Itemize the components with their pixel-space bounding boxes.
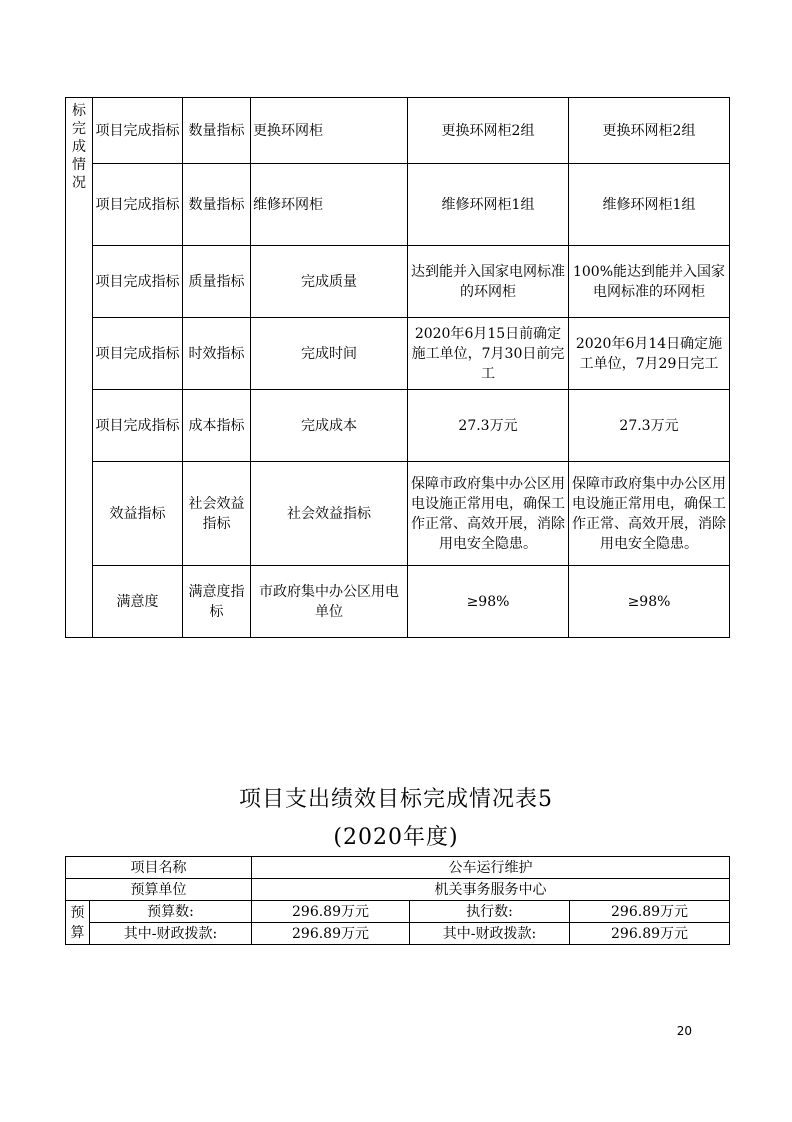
level1-indicator: 效益指标 [93, 462, 183, 566]
table-row [66, 879, 730, 901]
budget-label: 预算数: [90, 901, 252, 923]
level1-indicator: 项目完成指标 [93, 390, 183, 462]
level1-indicator: 项目完成指标 [93, 318, 183, 390]
level3-indicator: 维修环网柜 [251, 164, 408, 246]
level1-indicator: 项目完成指标 [93, 164, 183, 246]
actual-value: 更换环网柜2组 [569, 98, 730, 164]
target-value: 2020年6月15日前确定施工单位，7月30日前完工 [408, 318, 569, 390]
target-value: 保障市政府集中办公区用电设施正常用电，确保工作正常、高效开展，消除用电安全隐患。 [408, 462, 569, 566]
side-label: 标 完 成 情 况 [66, 98, 93, 638]
level3-indicator: 更换环网柜 [251, 98, 408, 164]
table-title: 项目支出绩效目标完成情况表5 [239, 787, 553, 812]
table-row [66, 246, 730, 318]
table-row [66, 318, 730, 390]
indicator-table [65, 97, 730, 638]
level3-indicator: 完成质量 [251, 246, 408, 318]
level3-indicator: 完成时间 [251, 318, 408, 390]
table-subtitle: (2020年度) [333, 825, 459, 850]
target-value: 更换环网柜2组 [408, 98, 569, 164]
table-row [66, 98, 730, 164]
actual-value: 保障市政府集中办公区用电设施正常用电，确保工作正常、高效开展，消除用电安全隐患。 [569, 462, 730, 566]
level1-indicator: 满意度 [93, 566, 183, 638]
target-value: 维修环网柜1组 [408, 164, 569, 246]
actual-value: 维修环网柜1组 [569, 164, 730, 246]
level2-indicator: 数量指标 [183, 98, 251, 164]
actual-value: 100%能达到能并入国家电网标准的环网柜 [569, 246, 730, 318]
exec-value: 296.89万元 [570, 901, 730, 923]
table-row [66, 390, 730, 462]
target-value: 27.3万元 [408, 390, 569, 462]
level2-indicator: 质量指标 [183, 246, 251, 318]
exec-label: 执行数: [410, 901, 570, 923]
budget-unit: 机关事务服务中心 [252, 879, 730, 901]
table-row [66, 462, 730, 566]
level2-indicator: 社会效益指标 [183, 462, 251, 566]
fiscal-value: 296.89万元 [252, 923, 410, 945]
actual-value: ≥98% [569, 566, 730, 638]
level3-indicator: 社会效益指标 [251, 462, 408, 566]
level1-indicator: 项目完成指标 [93, 246, 183, 318]
project-name-label: 项目名称 [66, 857, 252, 879]
budget-unit-label: 预算单位 [66, 879, 252, 901]
budget-value: 296.89万元 [252, 901, 410, 923]
table-row [66, 923, 730, 945]
target-value: ≥98% [408, 566, 569, 638]
fiscal-label: 其中-财政拨款: [90, 923, 252, 945]
budget-side-label: 预 算 [66, 901, 90, 945]
table-row [66, 164, 730, 246]
target-value: 达到能并入国家电网标准的环网柜 [408, 246, 569, 318]
level2-indicator: 成本指标 [183, 390, 251, 462]
table-row [66, 857, 730, 879]
table-row [66, 901, 730, 923]
fiscal-value: 296.89万元 [570, 923, 730, 945]
actual-value: 2020年6月14日确定施工单位，7月29日完工 [569, 318, 730, 390]
actual-value: 27.3万元 [569, 390, 730, 462]
level1-indicator: 项目完成指标 [93, 98, 183, 164]
table-row [66, 566, 730, 638]
project-info-table [65, 856, 730, 945]
level3-indicator: 完成成本 [251, 390, 408, 462]
project-name: 公车运行维护 [252, 857, 730, 879]
page-number: 20 [676, 1024, 692, 1038]
fiscal-label: 其中-财政拨款: [410, 923, 570, 945]
level2-indicator: 数量指标 [183, 164, 251, 246]
level3-indicator: 市政府集中办公区用电单位 [251, 566, 408, 638]
level2-indicator: 满意度指标 [183, 566, 251, 638]
level2-indicator: 时效指标 [183, 318, 251, 390]
